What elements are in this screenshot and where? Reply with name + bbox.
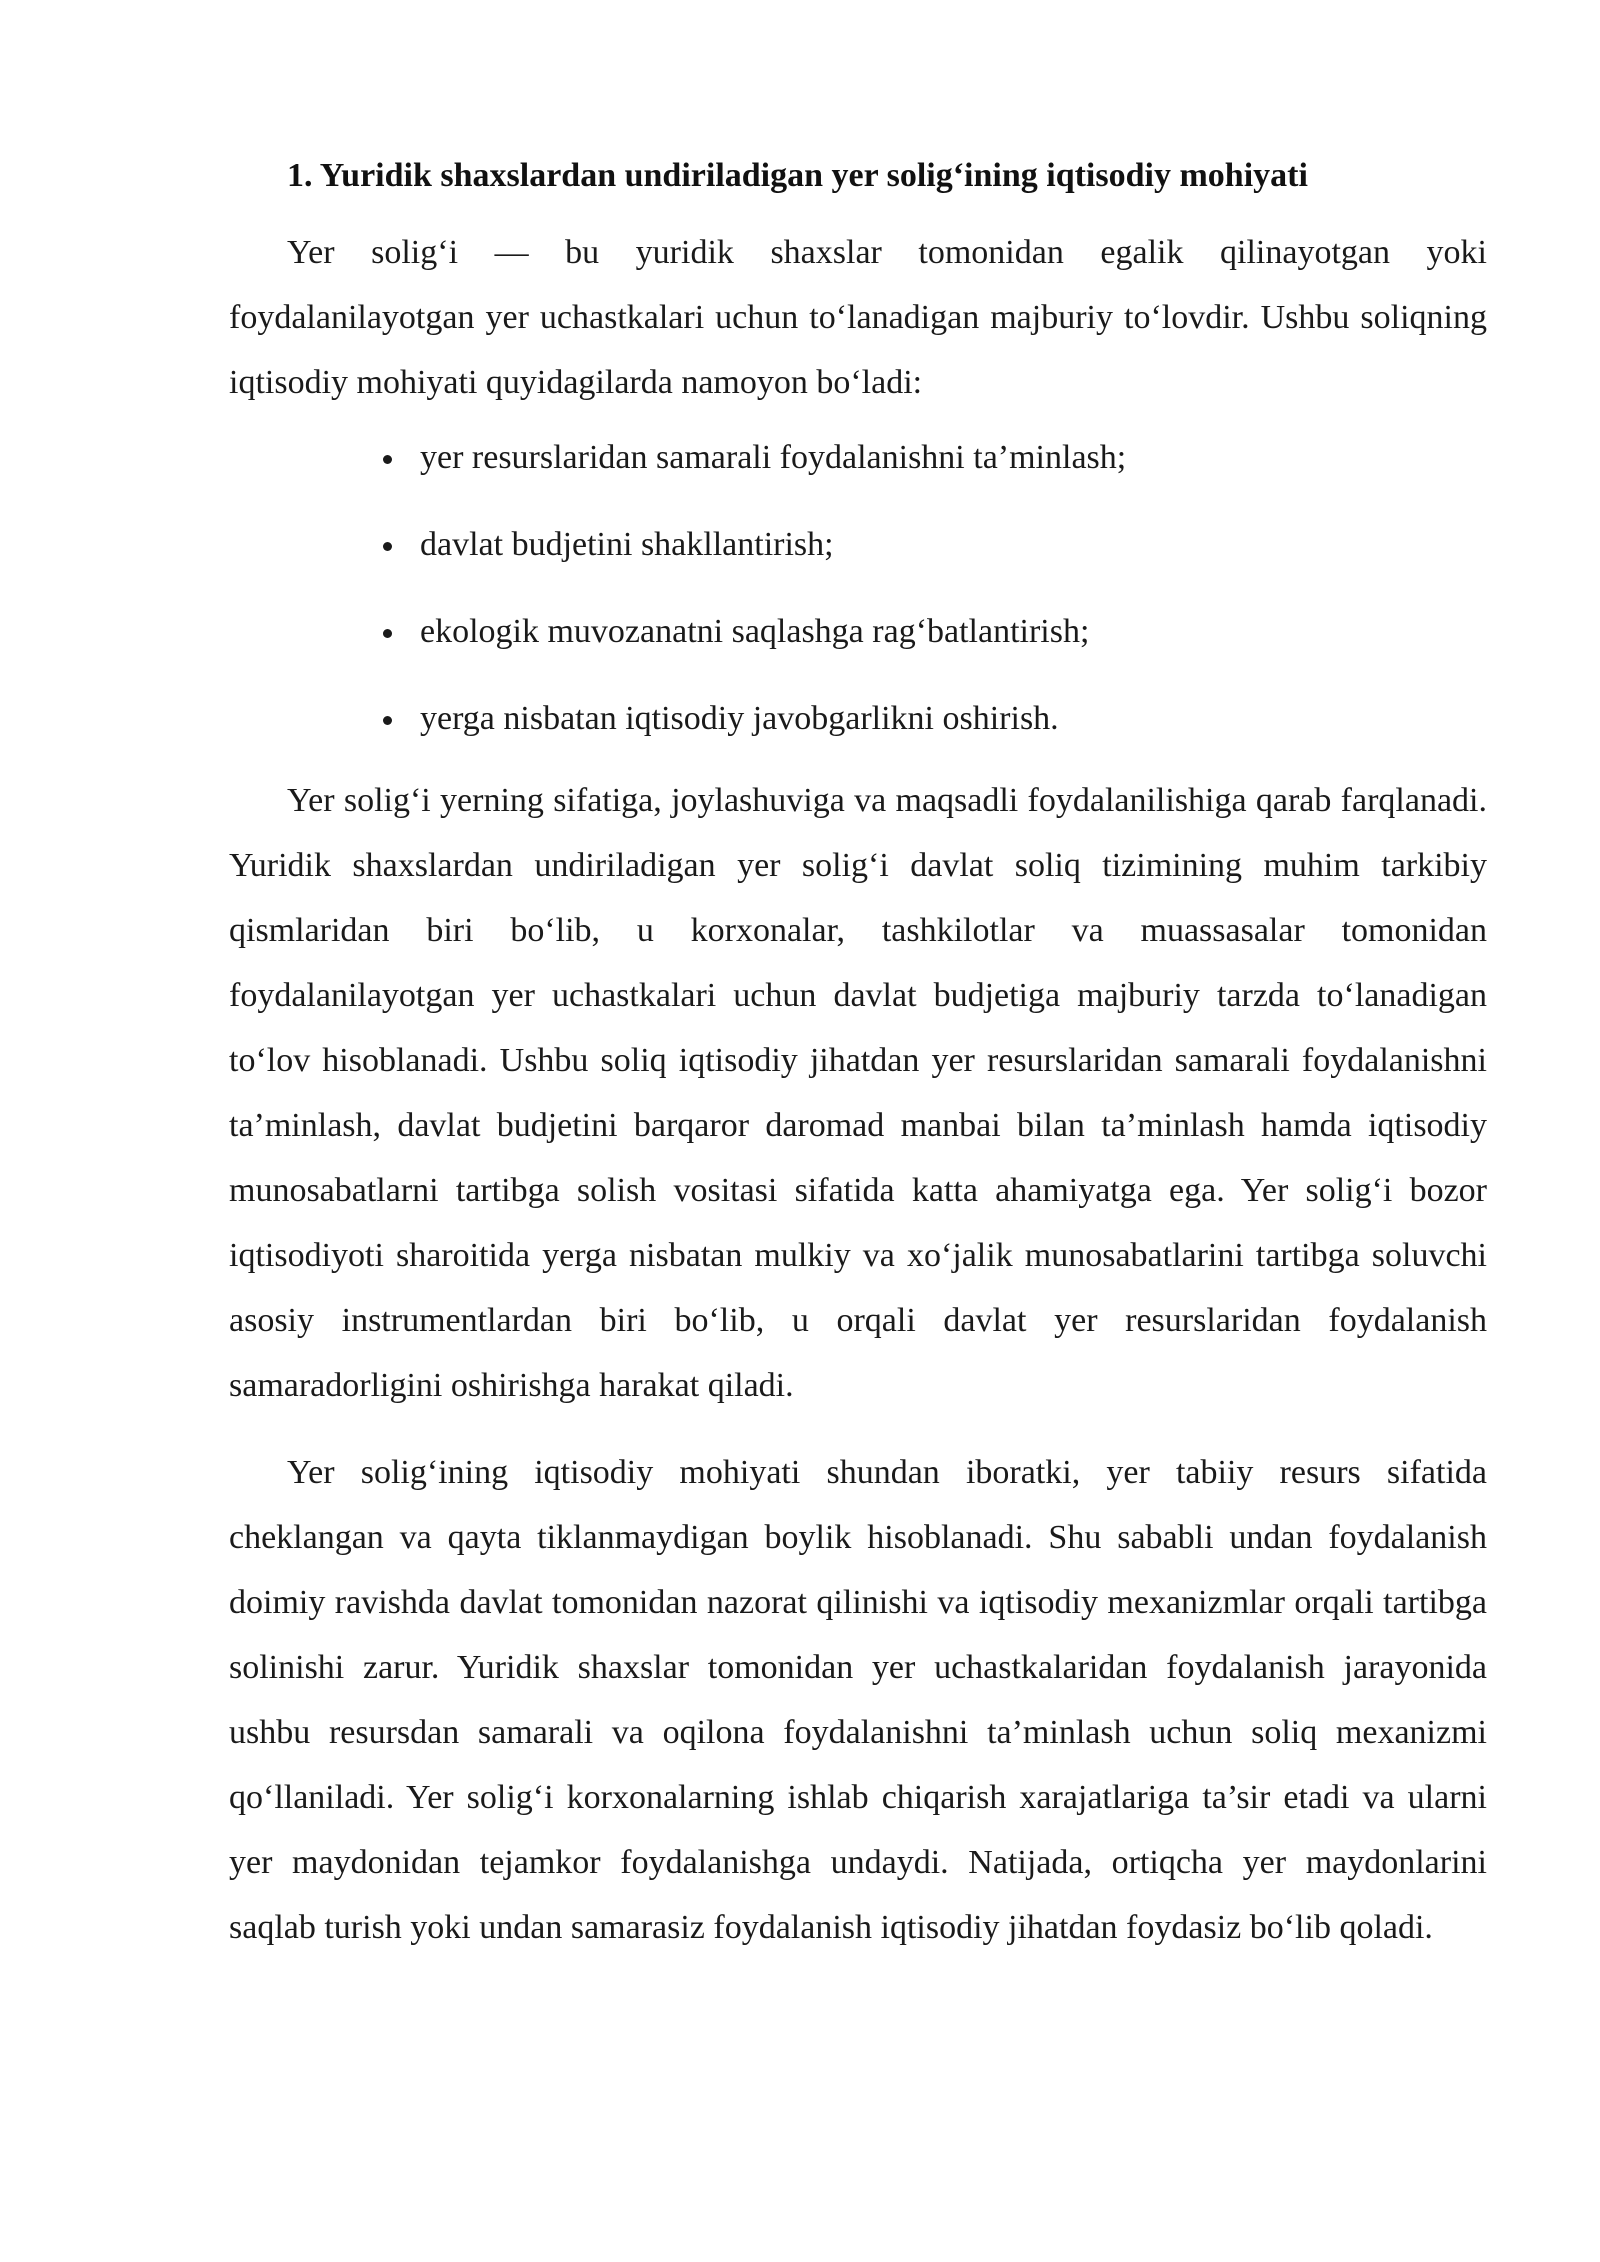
- list-item: [229, 522, 1487, 568]
- section-heading: 1. Yuridik shaxslardan undiriladigan yer solig‘ining iqtisodiy mohiyati: [287, 157, 1308, 194]
- body-paragraph-2: Yer solig‘i yerning sifatiga, joylashuviga va maqsadli foydalanilishiga qarab farqlanadi. Yuridik shaxslardan undiriladigan yer solig‘i davlat soliq tizimining muhim tarkibiy qismlaridan biri bo‘lib, u korxonalar, tashkilotlar va muassasalar tomonidan foydalanilayotgan yer uchastkalari uchun davlat budjetiga majburiy tarzda to‘lanadigan to‘lov hisoblanadi. Ushbu soliq iqtisodiy jihatdan yer resurslaridan samarali foydalanishni ta’minlash, davlat budjetini barqaror daromad manbai bilan ta’minlash hamda iqtisodiy munosabatlarni tartibga solish vositasi sifatida katta ahamiyatga ega. Yer solig‘i bozor iqtisodiyoti sharoitida yerga nisbatan mulkiy va xo‘jalik munosabatlarini tartibga soluvchi asosiy instrumentlardan biri bo‘lib, u orqali davlat yer resurslaridan foydalanish samaradorligini oshirishga harakat qiladi.: [229, 782, 1487, 1404]
- bullet-icon: [383, 455, 392, 464]
- list-item: [229, 696, 1487, 742]
- bullet-icon: [383, 629, 392, 638]
- list-item: [229, 609, 1487, 655]
- list-item-text: davlat budjetini shakllantirish;: [420, 526, 834, 563]
- bullet-list: [229, 435, 1487, 742]
- list-item-text: yer resurslaridan samarali foydalanishni ta’minlash;: [420, 439, 1127, 476]
- list-item-text: yerga nisbatan iqtisodiy javobgarlikni oshirish.: [420, 700, 1059, 737]
- bullet-icon: [383, 716, 392, 725]
- body-paragraph-3: Yer solig‘ining iqtisodiy mohiyati shundan iboratki, yer tabiiy resurs sifatida cheklangan va qayta tiklanmaydigan boylik hisoblanadi. Shu sababli undan foydalanish doimiy ravishda davlat tomonidan nazorat qilinishi va iqtisodiy mexanizmlar orqali tartibga solinishi zarur. Yuridik shaxslar tomonidan yer uchastkalaridan foydalanish jarayonida ushbu resursdan samarali va oqilona foydalanishni ta’minlash uchun soliq mexanizmi qo‘llaniladi. Yer solig‘i korxonalarning ishlab chiqarish xarajatlariga ta’sir etadi va ularni yer maydonidan tejamkor foydalanishga undaydi. Natijada, ortiqcha yer maydonlarini saqlab turish yoki undan samarasiz foydalanish iqtisodiy jihatdan foydasiz bo‘lib qoladi.: [229, 1454, 1487, 1946]
- intro-paragraph: Yer solig‘i — bu yuridik shaxslar tomonidan egalik qilinayotgan yoki foydalanilayotgan yer uchastkalari uchun to‘lanadigan majburiy to‘lovdir. Ushbu soliqning iqtisodiy mohiyati quyidagilarda namoyon bo‘ladi:: [229, 234, 1487, 401]
- list-item: [229, 435, 1487, 481]
- bullet-icon: [383, 542, 392, 551]
- list-item-text: ekologik muvozanatni saqlashga rag‘batlantirish;: [420, 613, 1090, 650]
- document-page: [229, 150, 1487, 1960]
- paragraph-spacer: [229, 1418, 1487, 1440]
